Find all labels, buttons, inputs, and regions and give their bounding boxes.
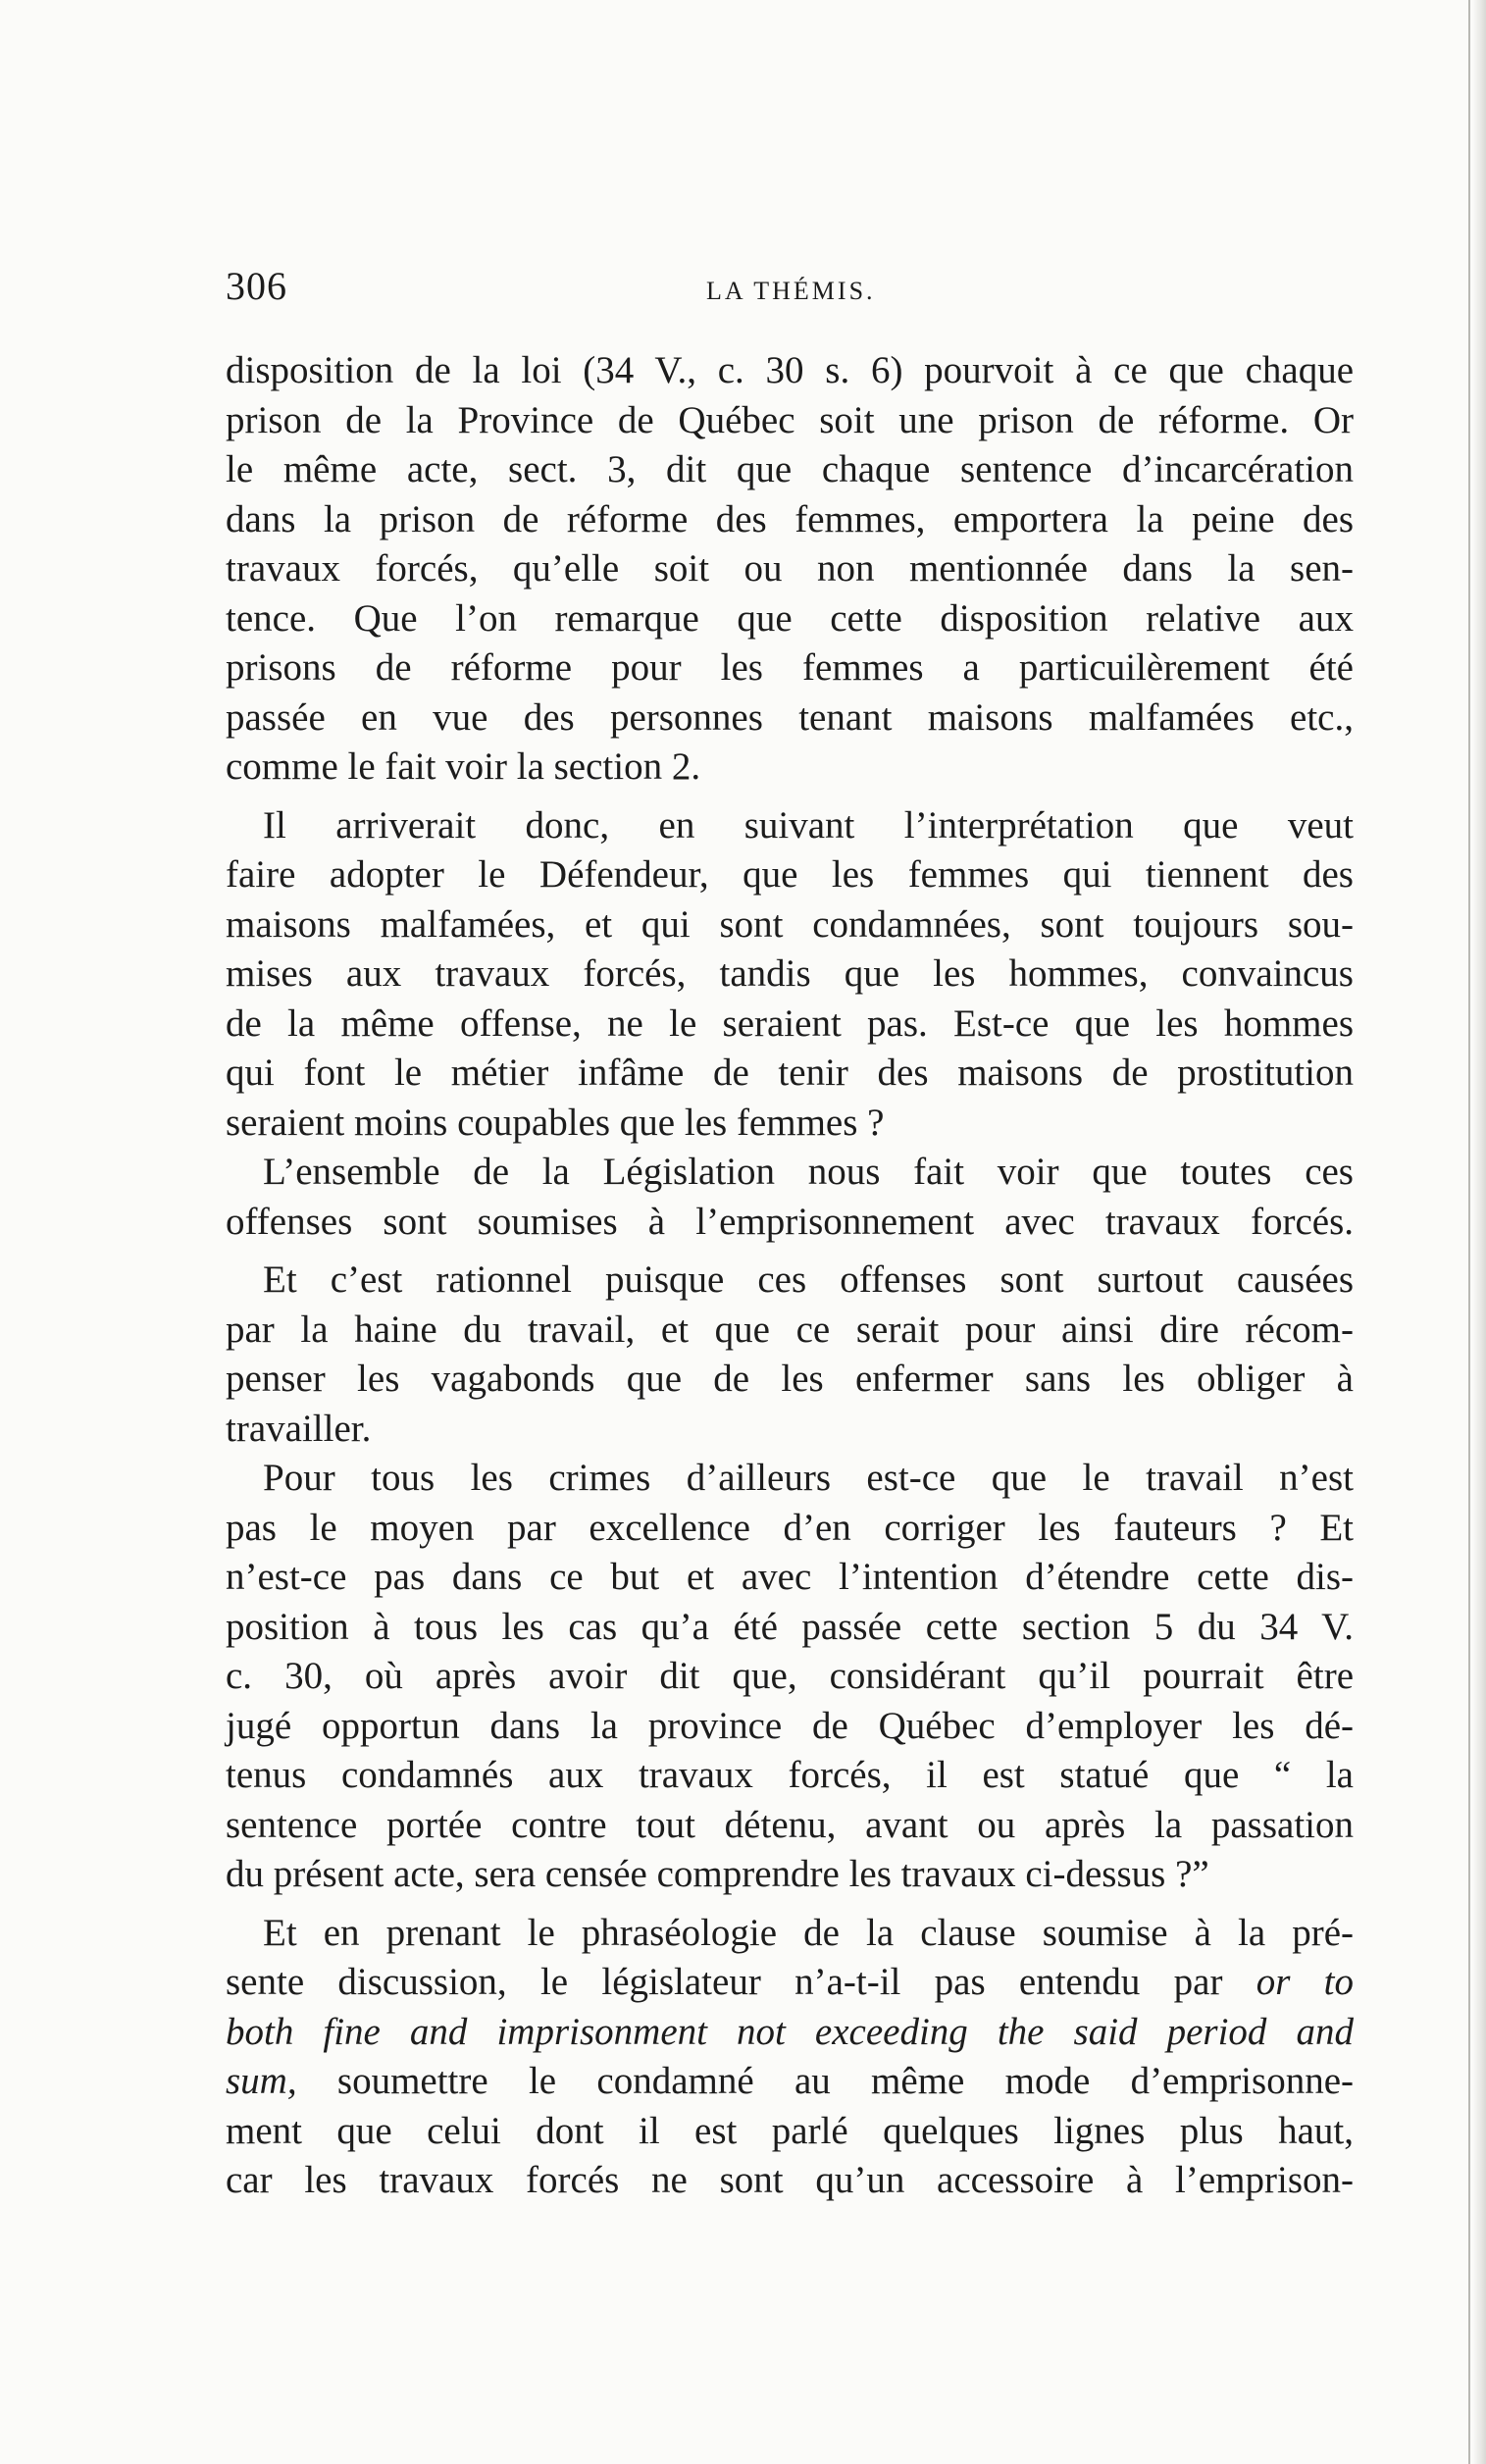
text-line: disposition de la loi (34 V., c. 30 s. 6) pourvoit à ce que chaque xyxy=(226,349,1354,391)
text-line: travaux forcés, qu’elle soit ou non mentionnée dans la sen- xyxy=(226,547,1354,590)
page-number: 306 xyxy=(226,264,287,308)
text-line: ment que celui dont il est parlé quelques lignes plus haut, xyxy=(226,2109,1354,2152)
text-line: mises aux travaux forcés, tandis que les hommes, convaincus xyxy=(226,952,1354,995)
italic-run: or to xyxy=(1255,1961,1355,2003)
text-line: penser les vagabonds que de les enfermer sans les obliger à xyxy=(226,1358,1354,1400)
text-line: Et c’est rationnel puisque ces offenses sont surtout causées xyxy=(263,1258,1354,1301)
text-line: tence. Que l’on remarque que cette disposition relative aux xyxy=(226,596,1354,640)
text-line: par la haine du travail, et que ce serait pour ainsi dire récom- xyxy=(226,1308,1354,1351)
text-line: offenses sont soumises à l’emprisonnement avec travaux forcés. xyxy=(226,1200,1354,1243)
italic-run: sum, xyxy=(226,2060,297,2102)
text-line: passée en vue des personnes tenant maisons malfamées etc., xyxy=(226,695,1354,739)
text-line: comme le fait voir la section 2. xyxy=(226,745,701,788)
text-line: prisons de réforme pour les femmes a particuilèrement été xyxy=(226,646,1354,689)
text-line: seraient moins coupables que les femmes ? xyxy=(226,1101,885,1144)
text-line: Et en prenant le phraséologie de la clause soumise à la pré- xyxy=(263,1911,1354,1954)
text-line: maisons malfamées, et qui sont condamnées, sont toujours sou- xyxy=(226,902,1354,946)
text-line: faire adopter le Défendeur, que les femmes qui tiennent des xyxy=(226,853,1354,896)
page-edge-shadow xyxy=(1472,0,1486,2464)
running-head: LA THÉMIS. xyxy=(706,277,876,305)
text-line: dans la prison de réforme des femmes, emportera la peine des xyxy=(226,497,1354,540)
text-line: n’est-ce pas dans ce but et avec l’intention d’étendre cette dis- xyxy=(226,1556,1354,1598)
page-header xyxy=(226,263,1354,322)
text-line: sentence portée contre tout détenu, avant ou après la passation xyxy=(226,1803,1354,1846)
text-line: L’ensemble de la Législation nous fait voir que toutes ces xyxy=(263,1151,1354,1193)
body-text xyxy=(226,346,1354,2206)
text-line: car les travaux forcés ne sont qu’un accessoire à l’emprison- xyxy=(226,2159,1354,2201)
page-edge-line xyxy=(1468,0,1470,2464)
text-line: du présent acte, sera censée comprendre les travaux ci-dessus ?” xyxy=(226,1853,1209,1895)
text-line: qui font le métier infâme de tenir des maisons de prostitution xyxy=(226,1052,1354,1094)
text-line: c. 30, où après avoir dit que, considérant qu’il pourrait être xyxy=(226,1655,1354,1697)
text-line: jugé opportun dans la province de Québec d’employer les dé- xyxy=(226,1704,1354,1747)
text-line: position à tous les cas qu’a été passée cette section 5 du 34 V. xyxy=(226,1605,1354,1648)
text-line: Pour tous les crimes d’ailleurs est-ce que le travail n’est xyxy=(263,1457,1354,1499)
text-line: prison de la Province de Québec soit une prison de réforme. Or xyxy=(226,398,1354,441)
text-line: tenus condamnés aux travaux forcés, il est statué que “ la xyxy=(226,1754,1354,1796)
text-line: le même acte, sect. 3, dit que chaque sentence d’incarcération xyxy=(226,448,1354,490)
text-line: pas le moyen par excellence d’en corriger les fauteurs ? Et xyxy=(226,1506,1354,1549)
text-line: travailler. xyxy=(226,1407,372,1450)
text-line-italic: both fine and imprisonment not exceeding the said period and xyxy=(226,2010,1354,2053)
text-line: de la même offense, ne le seraient pas. Est-ce que les hommes xyxy=(226,1001,1354,1045)
text-run: soumettre le condamné au même mode d’emprisonne- xyxy=(336,2060,1354,2102)
text-run: sente discussion, le législateur n’a-t-il pas entendu par xyxy=(226,1961,1223,2003)
text-line: Il arriverait donc, en suivant l’interprétation que veut xyxy=(263,803,1354,847)
text-line xyxy=(226,1958,1354,2008)
text-line xyxy=(226,2057,1354,2107)
